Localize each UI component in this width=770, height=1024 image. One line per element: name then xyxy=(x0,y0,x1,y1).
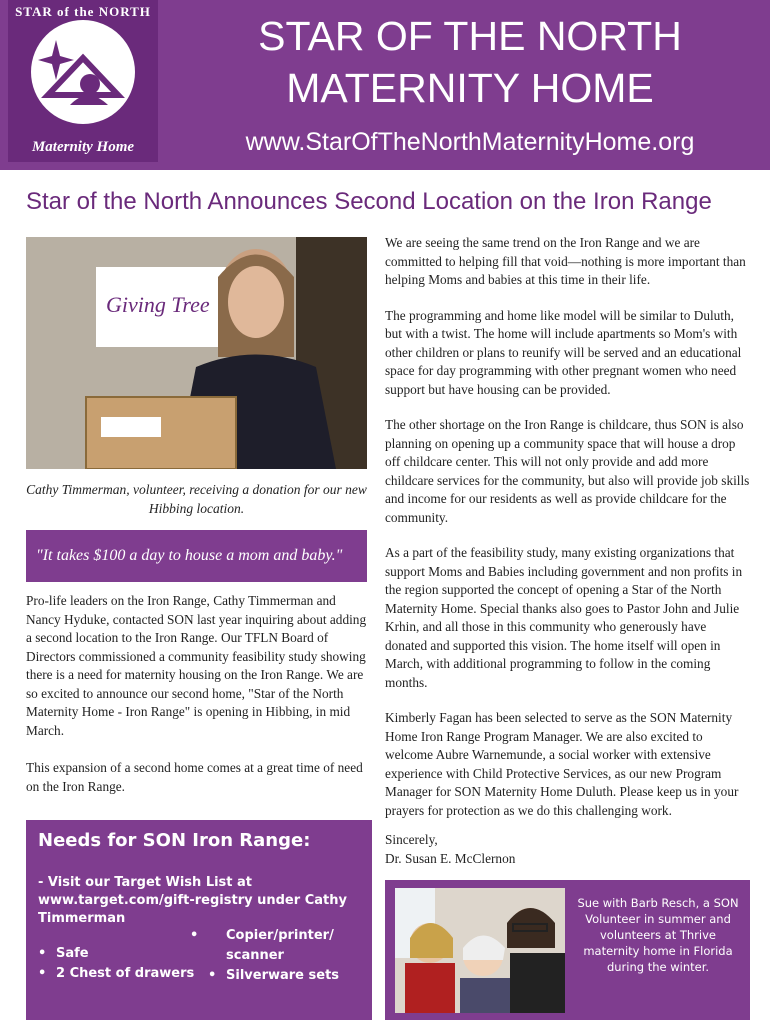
signature: Dr. Susan E. McClernon xyxy=(385,851,516,866)
right-paragraph-3: The other shortage on the Iron Range is childcare, thus SON is also planning on opening up a community space that will house a drop off childcare center. This will not only provide and add more childcare services for the community, but also will provide job skills and income for our residents as well as provide childcare for the community. xyxy=(385,417,750,525)
right-paragraph-5: Kimberly Fagan has been selected to serve as the SON Maternity Home Iron Range Program Manager. We are also excited to welcome Aubre Warnemunde, a social worker with extensive experience with Child Protective Services, as our new Program Manager for SON Maternity Home Duluth. Please keep us in your prayers for protection as we do this challenging work. xyxy=(385,710,739,818)
right-paragraph-2: The programming and home like model will be similar to Duluth, but with a twist. The home will include apartments so Mom's with other children or plans to reunify will be served and an educational space for day programming with other pregnant women who need support but have housing can be provided. xyxy=(385,307,742,397)
logo-caption: Maternity Home xyxy=(31,139,135,155)
volunteers-photo-box xyxy=(385,880,750,1020)
volunteer-photo xyxy=(26,237,367,469)
volunteers-photo xyxy=(395,888,565,1013)
list-item: • 2 Chest of drawers xyxy=(38,964,194,984)
left-paragraph-1: Pro-life leaders on the Iron Range, Cathy Timmerman and Nancy Hyduke, contacted SON last year inquiring about adding a second location to the Iron Range. Our TFLN Board of Directors commissioned a community feasibility study showing there is a need for maternity housing on the Iron Range. We are so excited to announce our second home, "Star of the North Maternity Home - Iron Range" is opening in Hibbing, in mid March. xyxy=(26,593,367,738)
needs-list-right xyxy=(208,926,368,986)
needs-title: Needs for SON Iron Range: xyxy=(38,830,311,851)
page-title: STAR OF THE NORTH MATERNITY HOME xyxy=(258,13,682,111)
needs-list-left xyxy=(38,944,194,984)
list-item: • Safe xyxy=(38,944,194,964)
photo-illustration xyxy=(395,888,565,1013)
needs-box xyxy=(26,820,372,1020)
list-item: • Copier/printer/ scanner xyxy=(208,926,368,966)
left-column xyxy=(26,592,371,815)
pull-quote: "It takes $100 a day to house a mom and baby." xyxy=(26,530,367,582)
sign-text: Giving Tree xyxy=(106,292,210,317)
logo-emblem-icon xyxy=(8,0,158,140)
header-banner xyxy=(0,0,770,170)
article-title: Star of the North Announces Second Location on the Iron Range xyxy=(26,188,712,215)
right-paragraph-4: As a part of the feasibility study, many existing organizations that support Moms and Babies including government and non profits in the region supported the concept of opening a Star of the North Maternity Home. Special thanks also goes to Pastor John and Julie Krhin, and all those in this community who generously have donated and supported this vision. The home itself will open in March, with additional programming to follow in the coming months. xyxy=(385,545,743,690)
signoff xyxy=(385,830,515,868)
list-item: • Silverware sets xyxy=(208,966,368,986)
wishlist-link[interactable]: - Visit our Target Wish List at www.target.com/gift-registry under Cathy Timmerman xyxy=(38,875,347,926)
left-paragraph-2: This expansion of a second home comes at a great time of need on the Iron Range. xyxy=(26,760,363,794)
signoff-text: Sincerely, xyxy=(385,832,438,847)
logo xyxy=(8,0,158,162)
right-column xyxy=(385,234,750,837)
right-paragraph-1: We are seeing the same trend on the Iron Range and we are committed to helping fill that void—nothing is more important than helping Moms and babies at this time in their life. xyxy=(385,235,746,287)
photo-caption: Cathy Timmerman, volunteer, receiving a donation for our new Hibbing location. xyxy=(26,482,367,516)
website-link[interactable]: www.StarOfTheNorthMaternityHome.org xyxy=(245,128,695,156)
logo-text: STAR of the NORTH xyxy=(15,4,151,19)
photo-illustration xyxy=(26,237,367,469)
volunteers-caption: Sue with Barb Resch, a SON Volunteer in summer and volunteers at Thrive maternity home in Florida during the winter. xyxy=(577,896,739,974)
